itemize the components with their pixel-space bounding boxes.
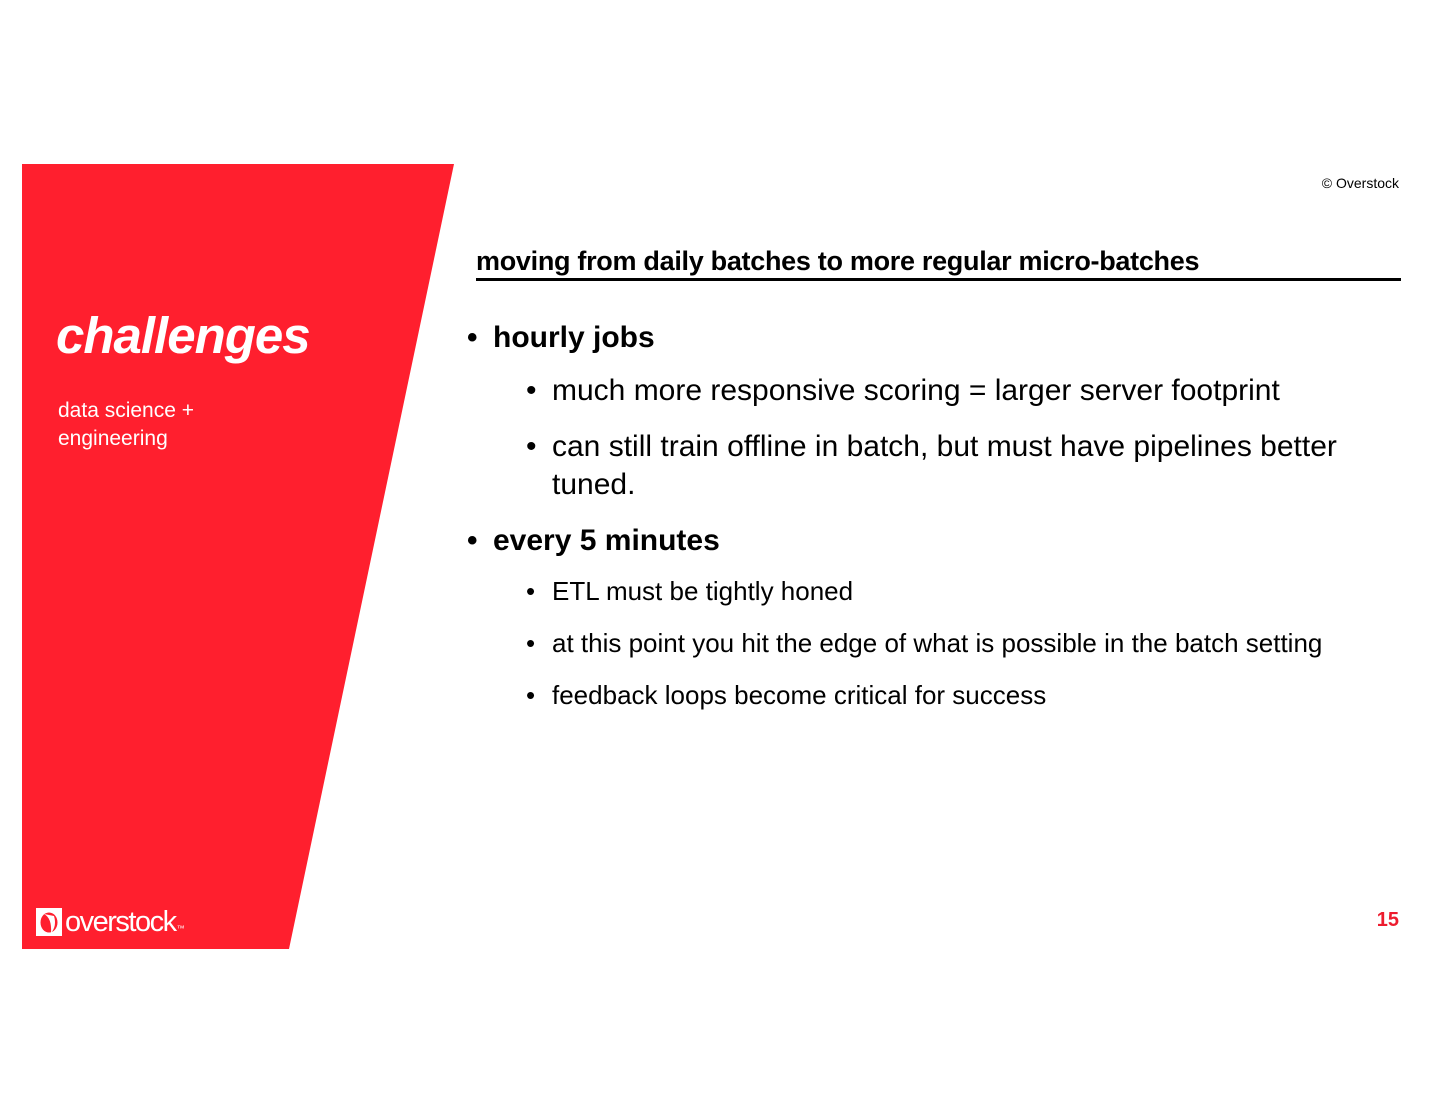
sub-bullet: • can still train offline in batch, but must have pipelines better tuned. — [521, 428, 1402, 504]
sidebar-background — [22, 164, 454, 949]
logo-trademark: ™ — [176, 924, 185, 933]
page-number: 15 — [1376, 909, 1399, 931]
bullet-list — [462, 319, 1402, 731]
section-subtitle: data science + engineering — [58, 399, 195, 450]
sidebar-panel — [22, 164, 454, 949]
bullet-hourly-jobs: • hourly jobs — [462, 319, 1402, 357]
overstock-logo — [36, 902, 185, 942]
copyright-notice: © Overstock — [1321, 175, 1399, 191]
sub-bullet: • ETL must be tightly honed — [521, 575, 1402, 608]
logo-wordmark: overstock — [65, 906, 176, 938]
overstock-o-logo-icon — [36, 908, 62, 936]
section-title: challenges — [56, 307, 310, 364]
sub-bullet: • at this point you hit the edge of what is possible in the batch setting — [521, 627, 1402, 660]
sub-bullet: • much more responsive scoring = larger server footprint — [521, 372, 1402, 410]
slide-headline: moving from daily batches to more regular micro-batches — [476, 246, 1401, 281]
bullet-every-5-minutes: • every 5 minutes — [462, 522, 1402, 560]
sub-bullet: • feedback loops become critical for success — [521, 679, 1402, 712]
slide — [22, 164, 1418, 949]
